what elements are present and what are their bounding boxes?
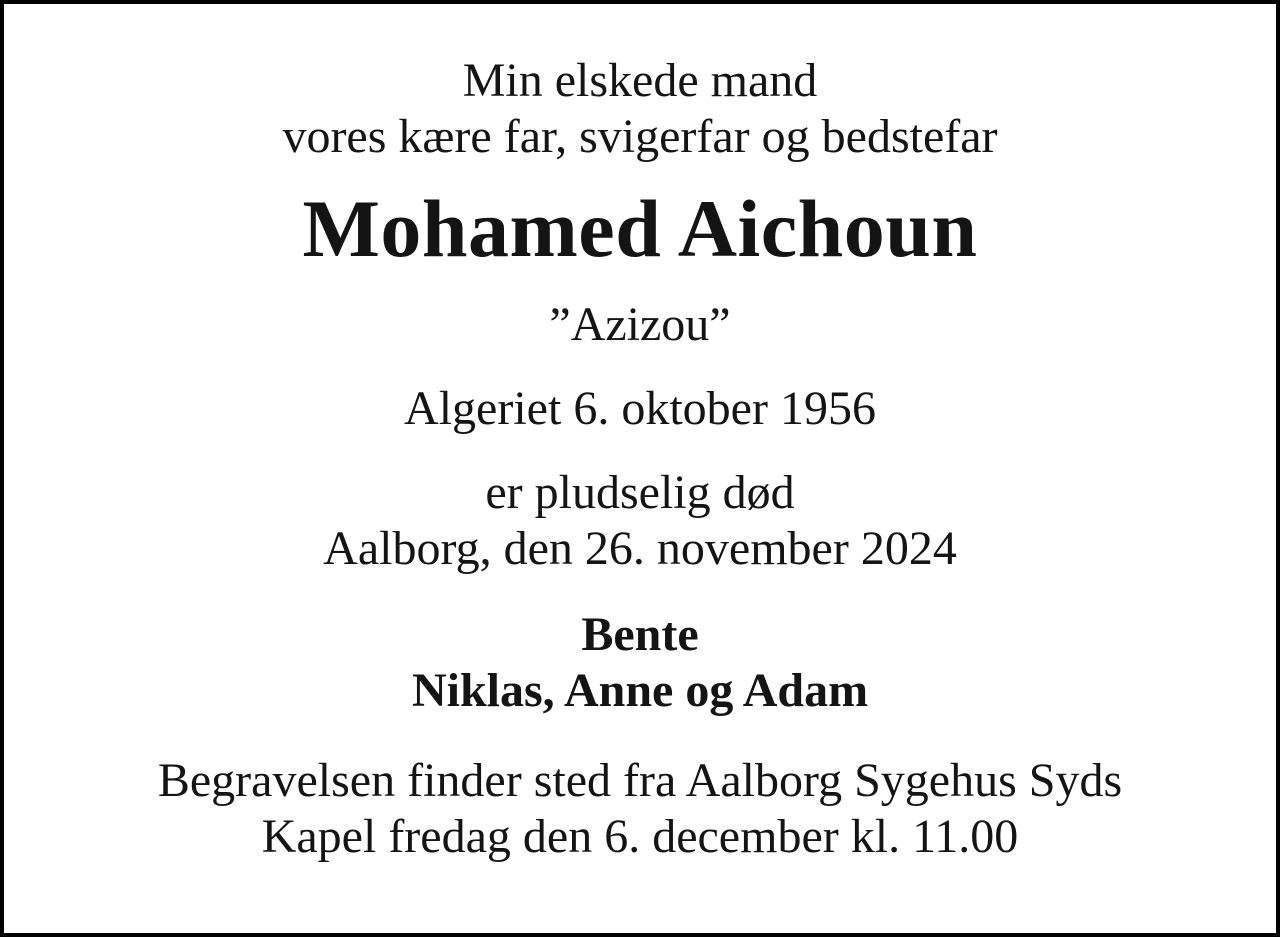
death-lines — [4, 465, 1276, 577]
funeral-line-2: Kapel fredag den 6. december kl. 11.00 — [261, 810, 1019, 863]
mourner-line-2: Niklas, Anne og Adam — [411, 664, 869, 717]
intro-line-2: vores kære far, svigerfar og bedstefar — [282, 110, 998, 163]
deceased-name: Mohamed Aichoun — [302, 183, 978, 274]
funeral-lines — [4, 753, 1276, 865]
death-line-1: er pludselig død — [485, 466, 795, 519]
mourners-lines — [4, 607, 1276, 719]
birth-line: Algeriet 6. oktober 1956 — [404, 382, 876, 435]
intro-lines — [4, 53, 1276, 165]
funeral-line-1: Begravelsen finder sted fra Aalborg Sygehus Syds — [157, 754, 1123, 807]
mourner-line-1: Bente — [581, 608, 699, 661]
obituary-content — [4, 4, 1276, 865]
deceased-nickname: ”Azizou” — [549, 298, 731, 351]
death-line-2: Aalborg, den 26. november 2024 — [323, 522, 957, 575]
intro-line-1: Min elskede mand — [462, 54, 818, 107]
